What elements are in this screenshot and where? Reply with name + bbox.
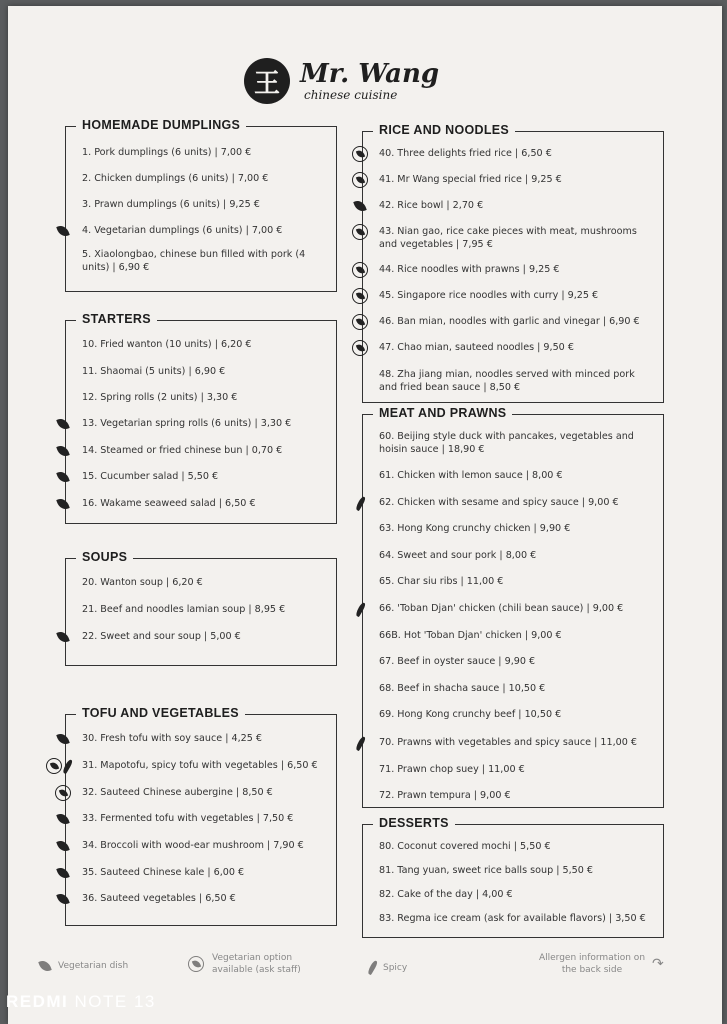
menu-item-text: 4. Vegetarian dumplings (6 units) | 7,00 €	[82, 225, 283, 236]
menu-item	[82, 366, 328, 379]
menu-item-text: 42. Rice bowl | 2,70 €	[379, 200, 484, 211]
watermark-brand: REDMI	[6, 992, 69, 1011]
menu-item	[82, 418, 328, 431]
menu-item-text: 31. Mapotofu, spicy tofu with vegetables | 6,50 €	[82, 760, 318, 771]
menu-item-text: 45. Singapore rice noodles with curry | 9,25 €	[379, 290, 599, 301]
menu-item-text: 67. Beef in oyster sauce | 9,90 €	[379, 656, 536, 667]
section-tofu-vegetables	[65, 706, 337, 926]
leaf-icon	[54, 442, 72, 460]
leaf-icon	[54, 495, 72, 513]
menu-item	[379, 523, 655, 536]
menu-item	[82, 445, 328, 458]
chili-icon	[351, 734, 369, 752]
menu-item-text: 66. 'Toban Djan' chicken (chili bean sauce) | 9,00 €	[379, 603, 624, 614]
menu-item-text: 68. Beef in shacha sauce | 10,50 €	[379, 683, 546, 694]
restaurant-tagline: chinese cuisine	[304, 88, 398, 102]
menu-item-text: 65. Char siu ribs | 11,00 €	[379, 576, 504, 587]
menu-item	[82, 339, 328, 352]
menu-item	[82, 173, 328, 186]
restaurant-name: Mr. Wang	[300, 59, 440, 89]
menu-item-text: 48. Zha jiang mian, noodles served with minced pork and fried bean sauce | 8,50 €	[379, 369, 635, 393]
menu-item-text: 3. Prawn dumplings (6 units) | 9,25 €	[82, 199, 260, 210]
menu-item	[82, 147, 328, 160]
menu-item-text: 22. Sweet and sour soup | 5,00 €	[82, 631, 241, 642]
menu-item	[379, 709, 655, 722]
menu-item	[379, 630, 655, 643]
leaf-circle-icon	[351, 287, 369, 305]
menu-item	[379, 764, 655, 777]
menu-item	[379, 683, 655, 696]
menu-item	[379, 342, 655, 355]
leaf-icon	[54, 864, 72, 882]
menu-item	[379, 737, 655, 750]
legend-allergen	[538, 952, 664, 976]
menu-item-text: 63. Hong Kong crunchy chicken | 9,90 €	[379, 523, 571, 534]
menu-item-text: 80. Coconut covered mochi | 5,50 €	[379, 841, 551, 852]
menu-item	[82, 787, 328, 800]
menu-item	[379, 174, 655, 187]
menu-item	[82, 893, 328, 906]
leaf-icon	[54, 837, 72, 855]
legend-allergen-label: Allergen information on the back side	[538, 953, 646, 975]
menu-item	[82, 604, 328, 617]
menu-item-text: 43. Nian gao, rice cake pieces with meat, mushrooms and vegetables | 7,95 €	[379, 226, 637, 250]
menu-item-text: 69. Hong Kong crunchy beef | 10,50 €	[379, 709, 562, 720]
section-rice-noodles	[362, 123, 664, 403]
menu-item	[379, 841, 655, 854]
menu-item	[379, 200, 655, 213]
logo-emblem: 王	[244, 58, 290, 104]
menu-item-text: 60. Beijing style duck with pancakes, vegetables and hoisin sauce | 18,90 €	[379, 431, 634, 455]
menu-item-text: 36. Sauteed vegetables | 6,50 €	[82, 893, 236, 904]
leaf-circle-icon	[351, 223, 369, 241]
legend-vegetarian-label: Vegetarian dish	[58, 961, 129, 971]
menu-item-text: 34. Broccoli with wood-ear mushroom | 7,90 €	[82, 840, 304, 851]
menu-item-text: 72. Prawn tempura | 9,00 €	[379, 790, 511, 801]
menu-item-text: 30. Fresh tofu with soy sauce | 4,25 €	[82, 733, 263, 744]
menu-item-text: 32. Sauteed Chinese aubergine | 8,50 €	[82, 787, 273, 798]
legend-vegetarian-option	[188, 952, 322, 976]
menu-item-text: 64. Sweet and sour pork | 8,00 €	[379, 550, 537, 561]
menu-item	[82, 867, 328, 880]
menu-item	[379, 550, 655, 563]
menu-item-text: 12. Spring rolls (2 units) | 3,30 €	[82, 392, 238, 403]
section-title: DESSERTS	[373, 816, 455, 830]
menu-item-text: 41. Mr Wang special fried rice | 9,25 €	[379, 174, 562, 185]
section-title: HOMEMADE DUMPLINGS	[76, 118, 246, 132]
section-title: STARTERS	[76, 312, 157, 326]
section-starters	[65, 312, 337, 524]
menu-item-text: 21. Beef and noodles lamian soup | 8,95 €	[82, 604, 286, 615]
menu-item	[379, 431, 655, 456]
menu-item	[379, 656, 655, 669]
leaf-icon	[54, 810, 72, 828]
menu-item-text: 71. Prawn chop suey | 11,00 €	[379, 764, 525, 775]
menu-item-text: 46. Ban mian, noodles with garlic and vinegar | 6,90 €	[379, 316, 640, 327]
menu-item	[82, 249, 328, 274]
menu-item	[379, 148, 655, 161]
chili-icon	[351, 600, 369, 618]
menu-item	[82, 392, 328, 405]
menu-item	[379, 316, 655, 329]
legend-spicy-label: Spicy	[383, 962, 408, 973]
leaf-icon	[54, 468, 72, 486]
menu-item	[379, 470, 655, 483]
leaf-circle-icon	[188, 956, 204, 972]
leaf-icon	[54, 415, 72, 433]
legend-option-label: Vegetarian option available (ask staff)	[212, 953, 301, 975]
menu-item-text: 62. Chicken with sesame and spicy sauce | 9,00 €	[379, 497, 619, 508]
menu-item-text: 15. Cucumber salad | 5,50 €	[82, 471, 219, 482]
legend-vegetarian	[40, 960, 128, 972]
leaf-icon	[54, 730, 72, 748]
leaf-icon	[54, 222, 72, 240]
menu-item-text: 35. Sauteed Chinese kale | 6,00 €	[82, 867, 245, 878]
chili-icon	[370, 960, 375, 975]
menu-item	[82, 225, 328, 238]
menu-item	[82, 498, 328, 511]
section-title: SOUPS	[76, 550, 133, 564]
menu-item-text: 11. Shaomai (5 units) | 6,90 €	[82, 366, 226, 377]
leaf-circle-icon	[351, 145, 369, 163]
menu-sheet	[8, 6, 722, 1024]
menu-item-text: 5. Xiaolongbao, chinese bun filled with pork (4 units) | 6,90 €	[82, 249, 306, 273]
menu-item-text: 40. Three delights fried rice | 6,50 €	[379, 148, 552, 159]
menu-item-text: 82. Cake of the day | 4,00 €	[379, 889, 513, 900]
leaf-circle-icon	[351, 313, 369, 331]
menu-item	[379, 264, 655, 277]
logo	[244, 58, 439, 104]
menu-item	[82, 813, 328, 826]
chili-icon	[351, 494, 369, 512]
leaf-icon	[54, 890, 72, 908]
menu-item-text: 2. Chicken dumplings (6 units) | 7,00 €	[82, 173, 269, 184]
menu-item-text: 47. Chao mian, sauteed noodles | 9,50 €	[379, 342, 574, 353]
turn-page-arrow-icon: ↷	[652, 956, 664, 972]
section-homemade-dumplings	[65, 118, 337, 292]
menu-item	[379, 889, 655, 902]
leaf-icon	[40, 960, 50, 972]
menu-item	[82, 631, 328, 644]
menu-item	[379, 576, 655, 589]
watermark-model: NOTE 13	[74, 992, 156, 1011]
camera-watermark	[6, 992, 156, 1012]
menu-item	[379, 790, 655, 803]
menu-item	[379, 865, 655, 878]
menu-item	[379, 290, 655, 303]
menu-item	[379, 226, 655, 251]
menu-item	[82, 199, 328, 212]
menu-item-text: 20. Wanton soup | 6,20 €	[82, 577, 203, 588]
leaf-circle-icon	[351, 339, 369, 357]
menu-item	[82, 760, 328, 773]
menu-item-text: 10. Fried wanton (10 units) | 6,20 €	[82, 339, 252, 350]
menu-item	[82, 471, 328, 484]
section-title: RICE AND NOODLES	[373, 123, 515, 137]
leaf-circle-icon	[351, 261, 369, 279]
section-desserts	[362, 816, 664, 938]
section-title: TOFU AND VEGETABLES	[76, 706, 245, 720]
menu-item-text: 13. Vegetarian spring rolls (6 units) | 3,30 €	[82, 418, 292, 429]
menu-item	[379, 603, 655, 616]
menu-item-text: 83. Regma ice cream (ask for available flavors) | 3,50 €	[379, 913, 646, 924]
section-meat-prawns	[362, 406, 664, 808]
menu-item-text: 33. Fermented tofu with vegetables | 7,50 €	[82, 813, 294, 824]
leaf-circle-icon	[351, 171, 369, 189]
menu-item-text: 14. Steamed or fried chinese bun | 0,70 €	[82, 445, 283, 456]
menu-item-text: 81. Tang yuan, sweet rice balls soup | 5,50 €	[379, 865, 594, 876]
leaf-circle-icon	[54, 784, 72, 802]
menu-item-text: 1. Pork dumplings (6 units) | 7,00 €	[82, 147, 252, 158]
menu-item-text: 44. Rice noodles with prawns | 9,25 €	[379, 264, 560, 275]
leaf-icon	[54, 628, 72, 646]
menu-item-text: 16. Wakame seaweed salad | 6,50 €	[82, 498, 256, 509]
section-title: MEAT AND PRAWNS	[373, 406, 512, 420]
menu-item	[379, 369, 655, 394]
menu-item	[82, 840, 328, 853]
menu-item-text: 66B. Hot 'Toban Djan' chicken | 9,00 €	[379, 630, 562, 641]
menu-item	[82, 577, 328, 590]
section-soups	[65, 550, 337, 666]
menu-item-text: 70. Prawns with vegetables and spicy sauce | 11,00 €	[379, 737, 637, 748]
leaf-circle-chili-icon	[42, 757, 74, 775]
menu-item	[379, 497, 655, 510]
legend-spicy	[370, 960, 407, 975]
menu-item	[379, 913, 655, 926]
menu-item-text: 61. Chicken with lemon sauce | 8,00 €	[379, 470, 563, 481]
leaf-icon	[351, 197, 369, 215]
menu-item	[82, 733, 328, 746]
